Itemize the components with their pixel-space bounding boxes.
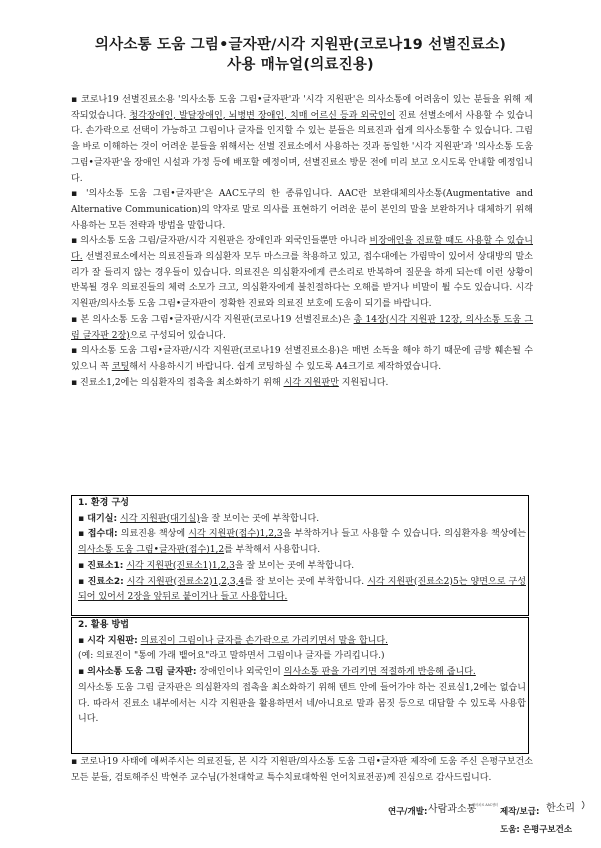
text-span: 지원됩니다.: [338, 377, 389, 388]
page-subtitle: 사용 매뉴얼(의료진용): [227, 57, 374, 73]
emphasized-text: 의사소통 도움 그림•글자판(접수)1,2: [78, 545, 225, 556]
intro-paragraph: [71, 313, 533, 344]
emphasized-text: 의료진이 그림이나 글자를 손가락으로 가리키면서 말을 합니다.: [140, 635, 388, 646]
item-label: ▪ 진료소2:: [78, 576, 124, 587]
producer-logo-text: 한소리: [546, 803, 575, 814]
item-label: ▪ 의사소통 도움 그림 글자판:: [78, 667, 197, 678]
emphasized-text: 시각 지원판(접수)1,2,3: [188, 529, 283, 540]
environment-setup-box: [71, 495, 529, 616]
environment-setup-item: [78, 559, 526, 575]
text-span: 의료진용 책상에: [117, 529, 189, 540]
text-span: 의사소통 도움 그림 글자판은 의심환자의 접촉을 최소화하기 위해 텐트 안에 들어가야 하는 진료실1,2에는 없습니다. 따라서 진료소 내부에서는 시각 지원판을 활용하면서 네/아니요로 말과 몸짓 등으로 대답할 수 있도록 사용합니다.: [78, 682, 526, 725]
intro-paragraph: [71, 93, 533, 187]
developer-logo: [428, 797, 499, 819]
text-span: 를 부착해서 사용합니다.: [224, 545, 321, 556]
text-span: ▪ 진료소1,2에는 의심환자의 접촉을 최소화하기 위해: [71, 377, 284, 388]
environment-setup-item: [78, 512, 526, 528]
emphasized-text: 코팅: [111, 361, 130, 372]
page-title: 의사소통 도움 그림•글자판/시각 지원판(코로나19 선별진료소): [94, 37, 507, 53]
usage-method-list: [78, 634, 526, 728]
credits-footer: [388, 797, 598, 837]
producer-logo: [544, 795, 590, 819]
environment-setup-item: [78, 527, 526, 558]
text-span: ▪ '의사소통 도움 그림•글자판'은 AAC도구의 한 종류입니다. AAC란 보완대체의사소통(Augmentative and Alternative Communication)의 약자로 말로 의사를 표현하기 어려운 분이 본인의 말을 보완하거나 대체하기 위해 사용하는 모든 전략과 방법을 말합니다.: [71, 189, 533, 231]
intro-paragraph: [71, 376, 533, 392]
usage-method-item: [78, 649, 526, 665]
emphasized-text: 비장애인을 진료할 때도 사용할 수 있습니다.: [71, 236, 533, 263]
producer-label: 제작/보급:: [500, 807, 540, 817]
emphasized-text: 시각 지원판(진료소2)5는 양면으로 구성되어 있어서 2장을 앞뒤로 붙이거나 들고 사용합니다.: [78, 576, 526, 603]
support-label: 도움: 은평구보건소: [500, 825, 573, 835]
emphasized-text: 시각 지원판(진료소1)1,2,3: [126, 560, 235, 571]
usage-method-item: [78, 665, 526, 681]
text-span: ▪ 본 의사소통 도움 그림•글자판/시각 지원판(코로나19 선별진료소)은: [71, 314, 354, 325]
intro-paragraph: [71, 187, 533, 234]
text-span: ▪ 의사소통 도움 그림/글자판/시각 지원판은 장애인과 외국인들뿐만 아니라: [71, 236, 370, 247]
item-label: ▪ 시각 지원판:: [78, 635, 138, 646]
usage-method-box: [71, 617, 529, 754]
text-span: 장애인이나 외국인이: [196, 667, 284, 678]
emphasized-text: 시각 지원판(대기실): [120, 513, 200, 524]
usage-method-item: [78, 634, 526, 650]
environment-setup-heading: 1. 환경 구성: [78, 498, 129, 508]
text-span: 을 부착하거나 들고 사용할 수 있습니다. 의심환자용 책상에는: [282, 529, 526, 540]
developer-label: 연구/개발:: [388, 807, 428, 817]
developer-logo-subtext: 언어치료 AAC센터: [472, 803, 499, 807]
usage-method-item: [78, 681, 526, 728]
text-span: ▪ 코로나19 선별진료소용 '의사소통 도움 그림•글자판'과 '시각 지원판'은 의사소통에 어려움이 있는 분들을 위해 제작되었습니다.: [71, 95, 533, 121]
text-span: 를 잘 보이는 곳에 부착합니다.: [244, 576, 368, 587]
text-span: 을 잘 보이는 곳에 부착합니다.: [199, 513, 320, 524]
emphasized-text: 청각장애인, 발달장애인, 뇌병변 장애인, 치매 어르신 등과 외국인이: [129, 110, 396, 121]
item-label: ▪ 접수대:: [78, 529, 118, 540]
text-span: 을 잘 보이는 곳에 부착합니다.: [234, 560, 355, 571]
item-label: ▪ 대기실:: [78, 513, 118, 524]
usage-method-heading: 2. 활용 방법: [78, 620, 129, 630]
text-span: ▪ 의사소통 도움 그림•글자판/시각 지원판(코로나19 선별진료소용)은 매번 소독을 해야 하기 때문에 금방 훼손될 수 있으니 꼭: [71, 346, 533, 372]
emphasized-text: 시각 지원판만: [283, 377, 339, 388]
text-span: (예: 의료진이 "통에 가래 뱉어요"라고 말하면서 그림이나 글자를 가리킵니다.): [78, 651, 385, 662]
intro-paragraph: [71, 344, 533, 375]
text-span: 진료 선별소에서 사용할 수 있습니다. 손가락으로 선택이 가능하고 그림이나 글자를 인지할 수 있는 분들은 의료진과 쉽게 의사소통할 수 있습니다. 그림을 바로 이해하는 것이 어려운 분들을 위해서는 선별 진료소에서 사용하는 것과 동일한 '시각 지원판'과 '의사소통 도움 그림•글자판'을 장애인 시설과 가정 등에 배포할 예정이며, 선별진료소 방문 전에 미리 보고 오시도록 안내할 예정입니다.: [71, 110, 534, 184]
emphasized-text: 시각 지원판(진료소2)1,2,3,4: [126, 576, 245, 587]
acknowledgement-text: ▪ 코로나19 사태에 애써주시는 의료진들, 본 시각 지원판/의사소통 도움 그림•글자판 제작에 도움 주신 은평구보건소 모든 분들, 검토해주신 박현주 교수님(가천대학교 특수치료대학원 언어치료전공)께 진심으로 감사드립니다.: [71, 757, 533, 783]
item-label: ▪ 진료소1:: [78, 560, 124, 571]
emphasized-text: 총 14장(시각 지원판 12장, 의사소통 도움 그림 글자판 2장): [71, 314, 534, 341]
text-span: 해서 사용하시기 바랍니다. 쉽게 코팅하실 수 있도록 A4크기로 제작하였습니다.: [129, 361, 442, 372]
text-span: 선별진료소에서는 의료진들과 의심환자 모두 마스크를 착용하고 있고, 접수대에는 가림막이 있어서 상대방의 말소리가 잘 들리지 않는 경우들이 있습니다. 의료진은 의심환자에게 큰소리로 반복하여 질문을 하게 되는데 이런 상황이 반복될 경우 의료진들의 체력 소모가 크고, 의심환자에게 불친절하다는 오해를 받거나 비말이 튈 수도 있습니다. 시각 지원판/의사소통 도움 그림•글자판이 정확한 진료와 의료진 보호에 도움이 되기를 바랍니다.: [71, 252, 533, 310]
environment-setup-list: [78, 512, 526, 606]
developer-logo-text: 사람과소통: [428, 804, 477, 815]
emphasized-text: 의사소통 판을 가리키면 적절하게 반응해 줍니다.: [283, 667, 476, 678]
environment-setup-item: [78, 575, 526, 606]
text-span: 으로 구성되어 있습니다.: [129, 330, 226, 341]
intro-paragraph: [71, 234, 533, 313]
intro-section: [71, 93, 533, 391]
